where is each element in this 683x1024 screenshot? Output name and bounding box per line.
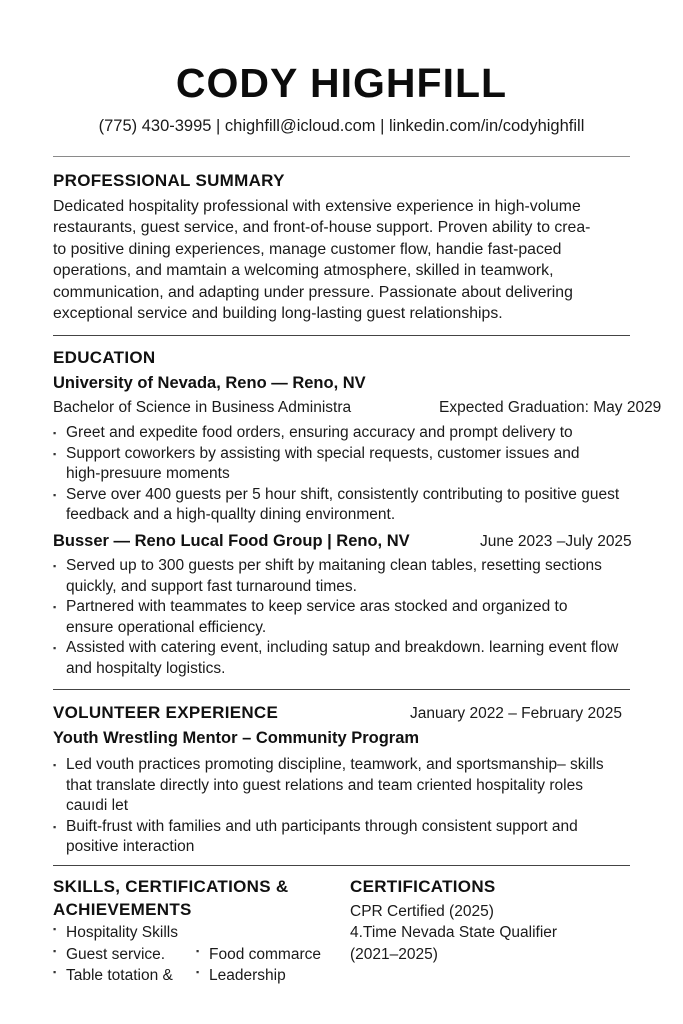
candidate-name: CODY HIGHFILL xyxy=(175,60,508,106)
summary-line: communication, and adapting under pressure. Passionate about delivering xyxy=(53,283,573,301)
summary-line: exceptional service and building long-lasting guest relationships. xyxy=(53,305,503,323)
divider xyxy=(53,865,630,866)
bullet-item: ▪ Served up to 300 guests per shift by maitaning clean tables, resetting sections quickly, and support fast turnaround times. xyxy=(53,556,643,597)
skill-item: ▪ Guest service. xyxy=(53,946,165,964)
divider xyxy=(53,156,630,157)
certifications-heading: CERTIFICATIONS xyxy=(350,877,496,896)
bullet-item: ▪ Partnered with teammates to keep service aras stocked and organized to ensure operational efficiency. xyxy=(53,597,611,638)
job-dates: June 2023 –July 2025 xyxy=(480,533,632,550)
certification-item: 4.Time Nevada State Qualifier xyxy=(350,924,558,941)
volunteer-heading: VOLUNTEER EXPERIENCE xyxy=(53,703,279,722)
summary-text xyxy=(53,196,643,324)
graduation-date: Expected Graduation: May 2029 xyxy=(439,399,662,416)
degree: Bachelor of Science in Business Administra xyxy=(53,399,352,416)
bullet-item: ▪ Buift-frust with families and uth participants through consistent support and positive interaction xyxy=(53,817,611,858)
volunteer-bullets xyxy=(53,755,643,858)
divider xyxy=(53,689,630,690)
skill-item: ▪ Food commarce xyxy=(196,946,321,964)
contact-line: (775) 430-3995 | chighfill@icloud.com | linkedin.com/in/codyhighfill xyxy=(98,117,585,135)
summary-line: Dedicated hospitality professional with extensive experience in high-volume xyxy=(53,198,581,215)
summary-line: restaurants, guest service, and front-of-house support. Proven ability to crea- xyxy=(53,219,591,237)
bullet-item: ▪ Assisted with catering event, including satup and breakdown. learning event flow and hospitalty logistics. xyxy=(53,638,641,679)
certification-item: (2021–2025) xyxy=(350,946,438,963)
skills-heading-line2: ACHIEVEMENTS xyxy=(53,900,192,919)
skill-item: ▪ Leadership xyxy=(196,967,286,985)
bullet-item: ▪ Serve over 400 guests per 5 hour shift, consistently contributing to positive guest feedback and a high-quallty dining environment. xyxy=(53,485,626,526)
certification-item: CPR Certified (2025) xyxy=(350,903,494,920)
skill-item: ▪ Table totation & xyxy=(53,967,173,985)
bullet-item: ▪ Support coworkers by assisting with special requests, customer issues and high-presuure moments xyxy=(53,444,581,485)
school-name: University of Nevada, Reno — Reno, NV xyxy=(53,374,366,392)
summary-line: to positive dining experiences, manage customer flow, handie fast-paced xyxy=(53,240,562,258)
skills-heading-line1: SKILLS, CERTIFICATIONS & xyxy=(53,877,289,896)
bullet-item: ▪ Greet and expedite food orders, ensuring accuracy and prompt delivery to xyxy=(53,423,643,444)
volunteer-role: Youth Wrestling Mentor – Community Program xyxy=(53,729,420,747)
volunteer-dates: January 2022 – February 2025 xyxy=(410,705,622,722)
summary-heading: PROFESSIONAL SUMMARY xyxy=(53,171,285,190)
education-heading: EDUCATION xyxy=(53,348,156,367)
summary-line: operations, and mamtain a welcoming atmosphere, skilled in teamwork, xyxy=(53,262,554,280)
bullet-item: ▪ Led vouth practices promoting discipline, teamwork, and sportsmanship– skills that translate directly into guest relations and team criented hospitality roles cauıdi let xyxy=(53,755,621,817)
skill-item: ▪ Hospitality Skills xyxy=(53,924,178,942)
education-bullets xyxy=(53,423,643,526)
divider xyxy=(53,335,630,336)
job-bullets xyxy=(53,556,643,680)
job-title: Busser — Reno Lucal Food Group | Reno, NV xyxy=(53,532,410,550)
